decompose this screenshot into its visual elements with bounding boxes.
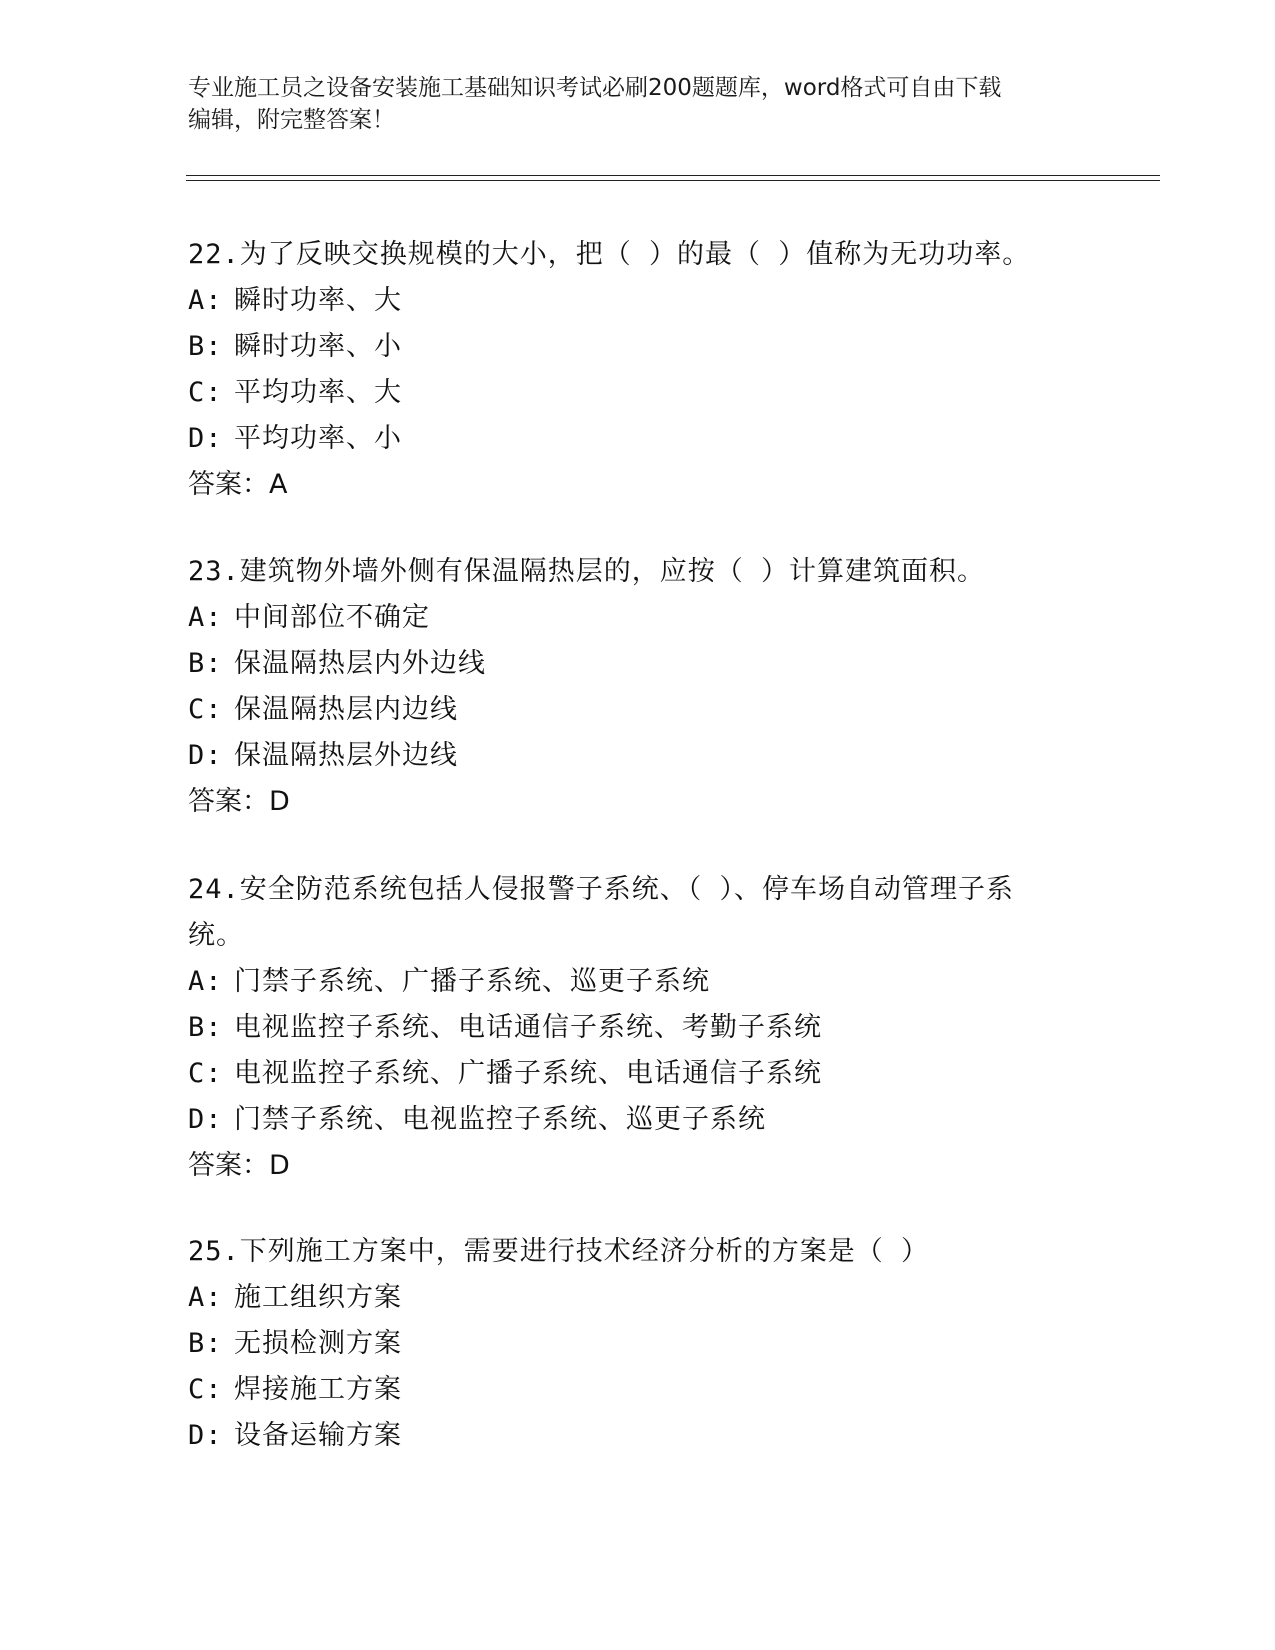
question-25 xyxy=(188,1229,1088,1459)
option-letter: B: xyxy=(188,331,223,362)
option-a xyxy=(188,959,1088,1005)
answer: 答案：D xyxy=(188,786,290,817)
option-letter: C: xyxy=(188,694,223,725)
option-letter: C: xyxy=(188,377,223,408)
option-c xyxy=(188,1367,1088,1413)
option-b xyxy=(188,1321,1088,1367)
option-text: 平均功率、大 xyxy=(234,377,402,408)
option-letter: A: xyxy=(188,966,223,997)
option-letter: B: xyxy=(188,1012,223,1043)
option-d xyxy=(188,416,1088,462)
question-stem: 23.建筑物外墙外侧有保温隔热层的，应按（ ）计算建筑面积。 xyxy=(188,556,986,587)
answer: 答案：D xyxy=(188,1150,290,1181)
question-23 xyxy=(188,549,1088,825)
option-letter: A: xyxy=(188,1282,223,1313)
option-c xyxy=(188,687,1088,733)
option-letter: A: xyxy=(188,285,223,316)
option-text: 电视监控子系统、电话通信子系统、考勤子系统 xyxy=(234,1012,822,1043)
option-text: 保温隔热层外边线 xyxy=(234,740,458,771)
question-stem: 24.安全防范系统包括人侵报警子系统、（ ）、停车场自动管理子系 xyxy=(188,874,1015,905)
option-letter: C: xyxy=(188,1374,223,1405)
option-a xyxy=(188,278,1088,324)
question-22 xyxy=(188,232,1088,508)
option-text: 保温隔热层内外边线 xyxy=(234,648,486,679)
header-line-1: 专业施工员之设备安装施工基础知识考试必刷200题题库，word格式可自由下载 xyxy=(188,75,1002,101)
option-letter: A: xyxy=(188,602,223,633)
question-24 xyxy=(188,867,1088,1189)
option-d xyxy=(188,733,1088,779)
option-text: 中间部位不确定 xyxy=(234,602,430,633)
option-a xyxy=(188,1275,1088,1321)
option-c xyxy=(188,1051,1088,1097)
option-text: 设备运输方案 xyxy=(234,1420,402,1451)
option-b xyxy=(188,324,1088,370)
option-text: 门禁子系统、广播子系统、巡更子系统 xyxy=(234,966,710,997)
option-c xyxy=(188,370,1088,416)
option-text: 门禁子系统、电视监控子系统、巡更子系统 xyxy=(234,1104,766,1135)
option-d xyxy=(188,1413,1088,1459)
answer: 答案：A xyxy=(188,469,288,500)
option-text: 焊接施工方案 xyxy=(234,1374,402,1405)
option-d xyxy=(188,1097,1088,1143)
question-stem: 25.下列施工方案中，需要进行技术经济分析的方案是（ ） xyxy=(188,1236,930,1267)
option-letter: D: xyxy=(188,1420,223,1451)
header-line-2: 编辑，附完整答案！ xyxy=(188,107,395,133)
header-divider-top xyxy=(186,175,1160,176)
option-letter: B: xyxy=(188,1328,223,1359)
question-stem-continued: 统。 xyxy=(188,920,244,951)
option-letter: D: xyxy=(188,740,223,771)
header-divider-bottom xyxy=(186,180,1160,181)
option-letter: D: xyxy=(188,1104,223,1135)
option-letter: D: xyxy=(188,423,223,454)
document-header xyxy=(188,72,1068,136)
option-text: 无损检测方案 xyxy=(234,1328,402,1359)
option-text: 保温隔热层内边线 xyxy=(234,694,458,725)
option-letter: C: xyxy=(188,1058,223,1089)
question-stem: 22.为了反映交换规模的大小，把（ ）的最（ ）值称为无功功率。 xyxy=(188,239,1031,270)
option-text: 瞬时功率、小 xyxy=(234,331,402,362)
option-letter: B: xyxy=(188,648,223,679)
option-text: 施工组织方案 xyxy=(234,1282,402,1313)
option-a xyxy=(188,595,1088,641)
option-b xyxy=(188,641,1088,687)
option-b xyxy=(188,1005,1088,1051)
option-text: 平均功率、小 xyxy=(234,423,402,454)
option-text: 瞬时功率、大 xyxy=(234,285,402,316)
option-text: 电视监控子系统、广播子系统、电话通信子系统 xyxy=(234,1058,822,1089)
